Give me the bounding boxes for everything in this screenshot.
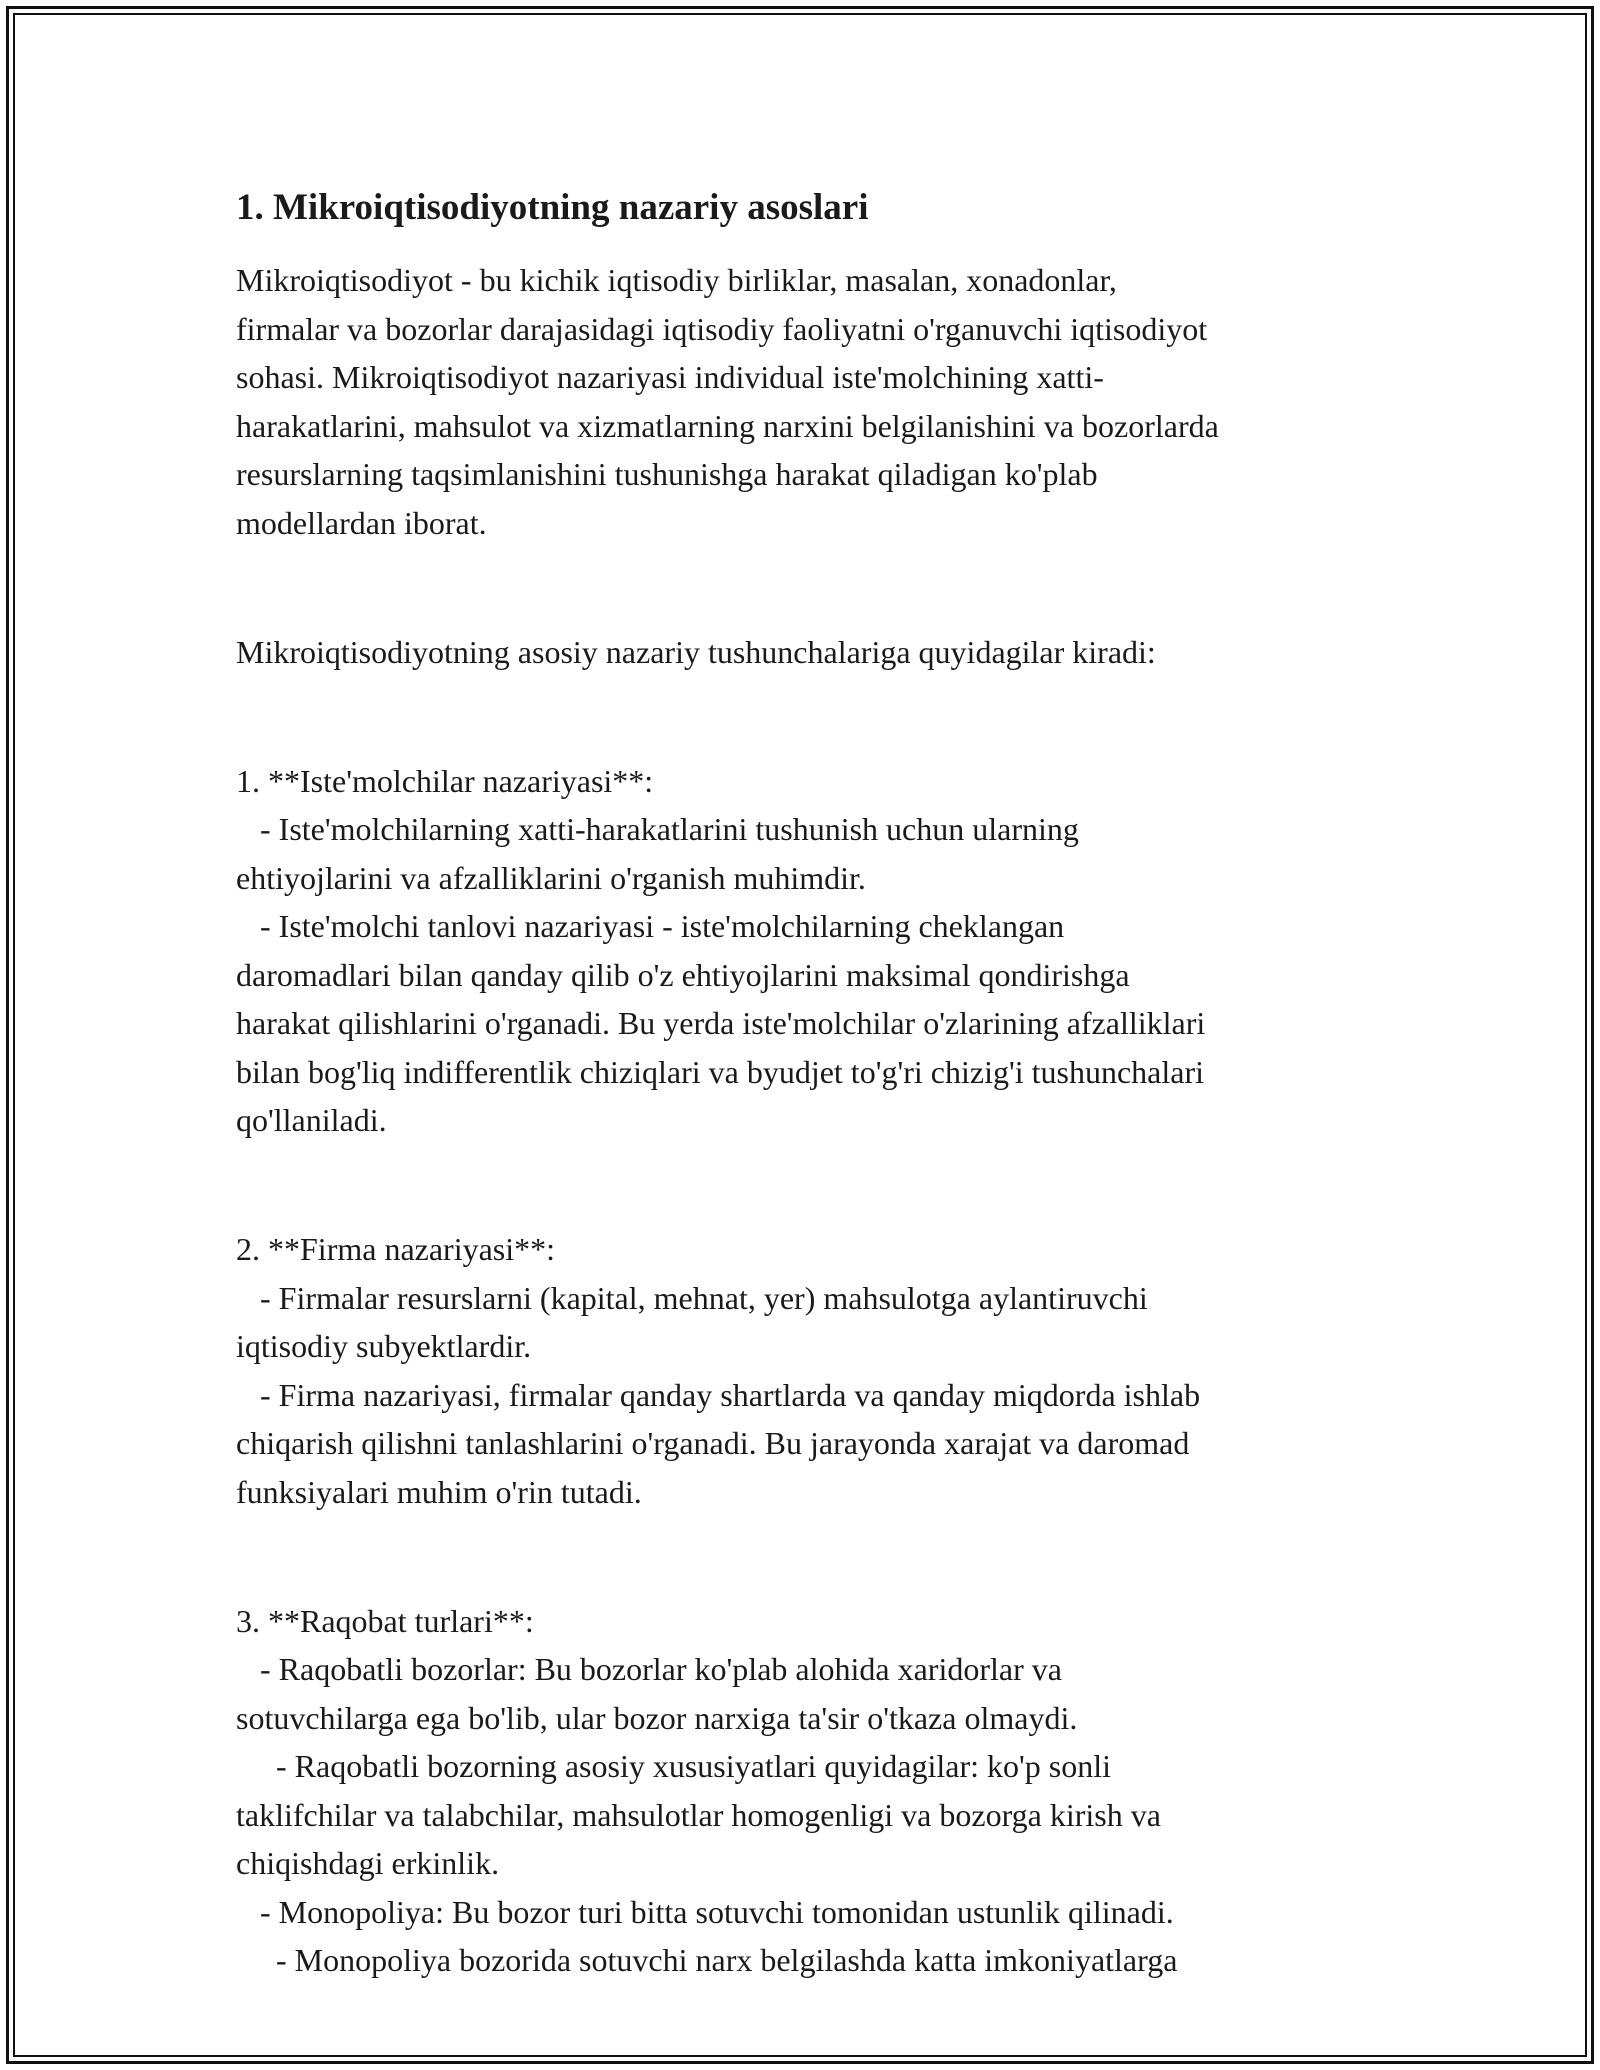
- text-line: 1. **Iste'molchilar nazariyasi**:: [236, 762, 654, 799]
- text-line: iqtisodiy subyektlardir.: [236, 1328, 532, 1364]
- text-line: - Raqobatli bozorning asosiy xususiyatlari quyidagilar: ko'p sonli: [236, 1748, 1111, 1784]
- text-line: qo'llaniladi.: [236, 1102, 387, 1138]
- text-line: firmalar va bozorlar darajasidagi iqtisodiy faoliyatni o'rganuvchi iqtisodiyot: [236, 310, 1208, 347]
- text-line: daromadlari bilan qanday qilib o'z ehtiyojlarini maksimal qondirishga: [236, 956, 1130, 993]
- text-line: - Firmalar resurslarni (kapital, mehnat, yer) mahsulotga aylantiruvchi: [236, 1279, 1148, 1316]
- text-line: harakat qilishlarini o'rganadi. Bu yerda iste'molchilar o'zlarining afzalliklari: [236, 1005, 1206, 1041]
- text-line: chiqishdagi erkinlik.: [236, 1845, 500, 1881]
- document-text: [236, 256, 1376, 1985]
- text-line: - Firma nazariyasi, firmalar qanday shartlarda va qanday miqdorda ishlab: [236, 1376, 1201, 1413]
- text-line: - Iste'molchilarning xatti-harakatlarini tushunish uchun ularning: [236, 811, 1079, 847]
- text-line: Mikroiqtisodiyot - bu kichik iqtisodiy birliklar, masalan, xonadonlar,: [236, 262, 1117, 298]
- blank-line: [236, 1161, 1376, 1210]
- text-line: resurslarning taqsimlanishini tushunishga harakat qiladigan ko'plab: [236, 456, 1098, 492]
- text-line: taklifchilar va talabchilar, mahsulotlar homogenligi va bozorga kirish va: [236, 1796, 1161, 1833]
- text-line: 3. **Raqobat turlari**:: [236, 1602, 534, 1639]
- text-line: 2. **Firma nazariyasi**:: [236, 1231, 556, 1267]
- text-line: bilan bog'liq indifferentlik chiziqlari va byudjet to'g'ri chizig'i tushunchalari: [236, 1053, 1204, 1090]
- blank-line: [236, 692, 1376, 741]
- text-line: - Monopoliya: Bu bozor turi bitta sotuvchi tomonidan ustunlik qilinadi.: [236, 1893, 1174, 1930]
- text-line: - Raqobatli bozorlar: Bu bozorlar ko'plab alohida xaridorlar va: [236, 1651, 1062, 1687]
- text-line: sotuvchilarga ega bo'lib, ular bozor narxiga ta'sir o'tkaza olmaydi.: [236, 1699, 1078, 1736]
- text-line: ehtiyojlarini va afzalliklarini o'rganish muhimdir.: [236, 859, 866, 896]
- blank-line: [236, 1532, 1376, 1581]
- text-line: modellardan iborat.: [236, 504, 487, 541]
- text-line: - Monopoliya bozorida sotuvchi narx belgilashda katta imkoniyatlarga: [236, 1942, 1178, 1978]
- text-line: Mikroiqtisodiyotning asosiy nazariy tushunchalariga quyidagilar kiradi:: [236, 633, 1156, 670]
- document-body: [236, 186, 1376, 1985]
- text-line: chiqarish qilishni tanlashlarini o'rganadi. Bu jarayonda xarajat va daromad: [236, 1425, 1190, 1461]
- blank-line: [236, 563, 1376, 612]
- text-line: harakatlarini, mahsulot va xizmatlarning narxini belgilanishini va bozorlarda: [236, 407, 1219, 444]
- text-line: funksiyalari muhim o'rin tutadi.: [236, 1473, 642, 1510]
- document-title: 1. Mikroiqtisodiyotning nazariy asoslari: [236, 187, 869, 228]
- text-line: sohasi. Mikroiqtisodiyot nazariyasi individual iste'molchining xatti-: [236, 359, 1104, 395]
- text-line: - Iste'molchi tanlovi nazariyasi - iste'molchilarning cheklangan: [236, 908, 1065, 944]
